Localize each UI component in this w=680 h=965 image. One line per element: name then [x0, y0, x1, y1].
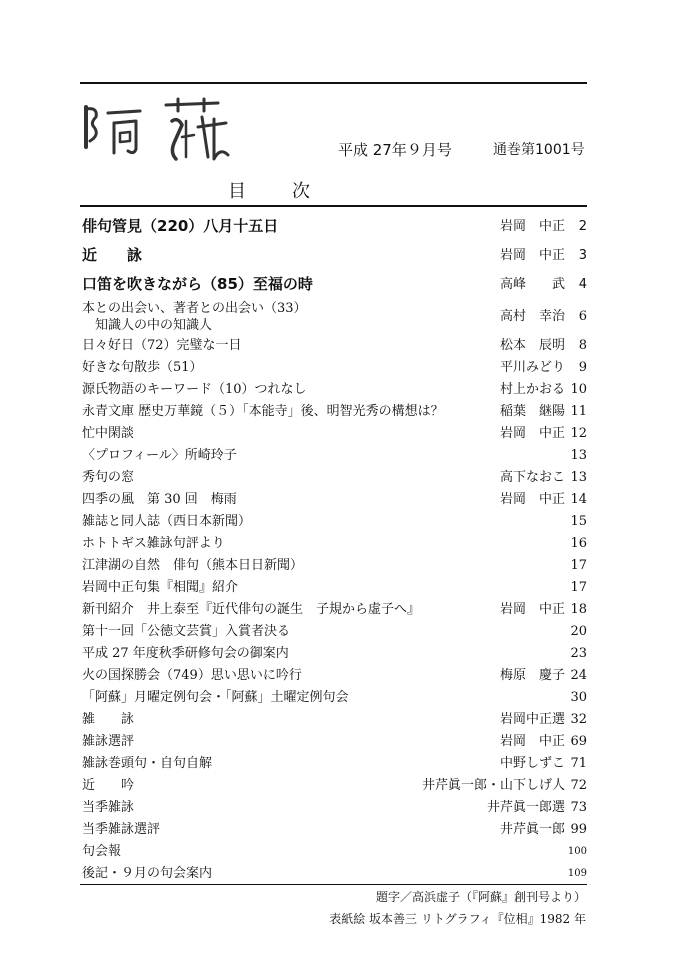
toc-entry-title-line: 岩岡中正句集『相聞』紹介 — [82, 580, 239, 595]
toc-entry-title — [82, 863, 212, 885]
toc-entry-title — [82, 270, 313, 299]
toc-entry[interactable] — [82, 863, 587, 885]
toc-entry[interactable] — [82, 401, 587, 423]
toc-entry-title-line: 雑誌と同人誌（西日本新聞） — [82, 514, 252, 529]
magazine-logo — [78, 97, 238, 167]
toc-entry-title — [82, 511, 251, 533]
toc-entry-title-line: 近 詠 — [82, 246, 143, 264]
toc-entry-title — [82, 300, 307, 334]
toc-entry[interactable] — [82, 797, 587, 819]
toc-entry-title-line: 四季の風 第 30 回 梅雨 — [82, 492, 237, 507]
toc-entry-title — [82, 467, 134, 489]
toc-entry-title — [82, 819, 160, 841]
toc-entry-title — [82, 401, 444, 423]
toc-entry-page: 3 — [578, 248, 587, 263]
toc-entry[interactable] — [82, 665, 587, 687]
toc-entry-title-line: 第十一回「公徳文芸賞」入賞者決る — [82, 624, 291, 639]
toc-entry[interactable] — [82, 599, 587, 621]
toc-entry-title — [82, 753, 212, 775]
toc-entry-title-line: 口笛を吹きながら（85）至福の時 — [82, 275, 313, 293]
toc-entry-page: 71 — [570, 756, 587, 771]
issue-volume: 通巻第1001号 — [493, 142, 585, 158]
toc-entry-author: 高下なおこ — [499, 470, 565, 485]
toc-entry[interactable] — [82, 577, 587, 599]
top-rule — [80, 82, 587, 84]
toc-entry-author: 井芹眞一郎選 — [486, 800, 565, 815]
toc-entry-title-line: 〈プロフィール〉所崎玲子 — [82, 448, 237, 463]
toc-entry-title-line: 秀句の窓 — [82, 470, 135, 485]
toc-entry-author: 岩岡中正選 — [499, 712, 565, 727]
toc-entry-author: 松本 辰明 — [499, 338, 565, 353]
toc-entry-author: 高村 幸治 — [499, 309, 565, 324]
toc-entry[interactable] — [82, 299, 587, 335]
toc-entry-title — [82, 489, 237, 511]
aso-calligraphy-icon — [78, 97, 238, 167]
toc-entry[interactable] — [82, 423, 587, 445]
toc-entry-page: 24 — [570, 668, 587, 683]
toc-entry[interactable] — [82, 489, 587, 511]
toc-entry[interactable] — [82, 511, 587, 533]
toc-entry-author: 井芹眞一郎・山下しげ人 — [421, 778, 565, 793]
toc-entry-page: 13 — [570, 470, 587, 485]
toc-entry-author: 岩岡 中正 — [499, 219, 565, 234]
toc-entry-title-line: 忙中閑談 — [82, 426, 135, 441]
toc-entry-title — [82, 577, 238, 599]
toc-entry-title — [82, 709, 134, 731]
toc-entry-page: 73 — [570, 800, 587, 815]
toc-entry-page: 109 — [567, 868, 587, 879]
toc-entry-author: 井芹眞一郎 — [499, 822, 565, 837]
toc-entry-page: 12 — [570, 426, 587, 441]
toc-entry-title — [82, 665, 302, 687]
toc-entry-title — [82, 423, 134, 445]
toc-entry[interactable] — [82, 379, 587, 401]
toc-entry[interactable] — [82, 445, 587, 467]
toc-entry-page: 18 — [570, 602, 587, 617]
toc-entry-author: 稲葉 継陽 — [499, 404, 565, 419]
toc-entry-page: 32 — [570, 712, 587, 727]
toc-entry-page: 6 — [578, 309, 587, 324]
toc-entry-title-line: 句会報 — [82, 844, 122, 859]
toc-entry-page: 20 — [570, 624, 587, 639]
issue-date: 平成 27年９月号 — [338, 141, 452, 159]
toc-entry-author: 村上かおる — [499, 382, 565, 397]
toc-entry-page: 100 — [567, 846, 587, 857]
toc-entry[interactable] — [82, 753, 587, 775]
toc-entry-title-line: 新刊紹介 井上泰至『近代俳句の誕生 子規から虚子へ』 — [82, 602, 421, 617]
toc-entry-page: 11 — [570, 404, 587, 419]
toc-entry-title — [82, 357, 203, 379]
toc-entry-title-line: 好きな句散歩（51） — [82, 360, 203, 375]
toc-entry-author: 平川みどり — [499, 360, 565, 375]
toc-entry-title-line: 俳句管見（220）八月十五日 — [82, 217, 279, 235]
toc-entry-title-line: 雑詠巻頭句・自句自解 — [82, 756, 213, 771]
toc-entry-author: 岩岡 中正 — [499, 248, 565, 263]
toc-entry-page: 99 — [570, 822, 587, 837]
toc-entry[interactable] — [82, 270, 587, 299]
toc-entry-title-line: 「阿蘇」月曜定例句会・「阿蘇」土曜定例句会 — [82, 690, 349, 705]
toc-entry-page: 10 — [570, 382, 587, 397]
toc-entry-title — [82, 687, 349, 709]
toc-entry-title — [82, 533, 225, 555]
toc-entry-author: 岩岡 中正 — [499, 602, 565, 617]
toc-entry-title-line: 本との出会い、著者との出会い（33） — [82, 301, 307, 316]
toc-entry-page: 9 — [578, 360, 587, 375]
toc-entry-author: 中野しずこ — [499, 756, 565, 771]
toc-entry-title-line: 知識人の中の知識人 — [82, 318, 213, 333]
toc-entry-title-line: 平成 27 年度秋季研修句会の御案内 — [82, 646, 289, 661]
toc-entry-author: 岩岡 中正 — [499, 492, 565, 507]
toc-entry-title-line: 後記・９月の句会案内 — [82, 866, 213, 881]
toc-entry-title-line: 当季雑詠選評 — [82, 822, 161, 837]
toc-entry-title — [82, 379, 307, 401]
toc-entry[interactable] — [82, 467, 587, 489]
toc-entry-title-line: 火の国探勝会（749）思い思いに吟行 — [82, 668, 302, 683]
toc-entry[interactable] — [82, 775, 587, 797]
toc-entry-title — [82, 621, 290, 643]
toc-entry-title-line: 江津湖の自然 俳句（熊本日日新聞） — [82, 558, 304, 573]
toc-entry-title — [82, 241, 142, 270]
toc-entry-author: 岩岡 中正 — [499, 426, 565, 441]
toc-entry[interactable] — [82, 241, 587, 270]
toc-entry[interactable] — [82, 687, 587, 709]
toc-entry-page: 23 — [570, 646, 587, 661]
bottom-rule — [80, 884, 587, 885]
toc-entry-title — [82, 731, 134, 753]
toc-entry[interactable] — [82, 335, 587, 357]
toc-entry[interactable] — [82, 533, 587, 555]
toc-entry-page: 13 — [570, 448, 587, 463]
toc-entry[interactable] — [82, 621, 587, 643]
toc-entry-title — [82, 335, 242, 357]
toc-entry-title-line: 日々好日（72）完璧な一日 — [82, 338, 242, 353]
toc-entry-page: 2 — [578, 219, 587, 234]
toc-entry-page: 4 — [578, 277, 587, 292]
toc-entry-title — [82, 445, 237, 467]
toc-entry-page: 17 — [570, 580, 587, 595]
toc-entry-author: 梅原 慶子 — [499, 668, 565, 683]
toc-entry[interactable] — [82, 841, 587, 863]
toc-entry-title — [82, 797, 134, 819]
toc-entry-title — [82, 775, 134, 797]
table-of-contents — [82, 212, 587, 885]
toc-entry-page: 30 — [570, 690, 587, 705]
toc-entry-author: 岩岡 中正 — [499, 734, 565, 749]
toc-entry-title-line: ホトトギス雑詠句評より — [82, 536, 225, 551]
toc-entry-title-line: 当季雑詠 — [82, 800, 135, 815]
toc-entry-title-line: 雑 詠 — [82, 712, 135, 727]
toc-entry[interactable] — [82, 709, 587, 731]
toc-entry-page: 16 — [570, 536, 587, 551]
toc-entry[interactable] — [82, 731, 587, 753]
toc-entry-page: 17 — [570, 558, 587, 573]
toc-entry[interactable] — [82, 212, 587, 241]
toc-entry[interactable] — [82, 357, 587, 379]
toc-entry-page: 69 — [570, 734, 587, 749]
toc-rule — [80, 205, 587, 207]
toc-entry-title — [82, 841, 121, 863]
toc-entry-title-line: 雑詠選評 — [82, 734, 135, 749]
toc-heading: 目 次 — [228, 181, 324, 202]
toc-entry-author: 高峰 武 — [499, 277, 565, 292]
toc-entry-title — [82, 599, 420, 621]
toc-entry-title-line: 近 吟 — [82, 778, 135, 793]
toc-entry-title-line: 永青文庫 歴史万華鏡（５）「本能寺」後、明智光秀の構想は？ — [82, 404, 444, 419]
cover-art-credit: 表紙絵 坂本善三 リトグラフィ『位相』1982 年 — [329, 912, 586, 926]
toc-entry-page: 72 — [570, 778, 587, 793]
toc-entry-title — [82, 212, 278, 241]
toc-entry-title-line: 源氏物語のキーワード（10）つれなし — [82, 382, 307, 397]
title-calligraphy-credit: 題字／高浜虚子（『阿蘇』創刊号より） — [375, 890, 586, 904]
toc-entry[interactable] — [82, 555, 587, 577]
toc-entry-title — [82, 643, 289, 665]
toc-entry-page: 8 — [578, 338, 587, 353]
toc-entry[interactable] — [82, 819, 587, 841]
toc-entry[interactable] — [82, 643, 587, 665]
toc-entry-page: 14 — [570, 492, 587, 507]
toc-entry-page: 15 — [570, 514, 587, 529]
toc-entry-title — [82, 555, 303, 577]
